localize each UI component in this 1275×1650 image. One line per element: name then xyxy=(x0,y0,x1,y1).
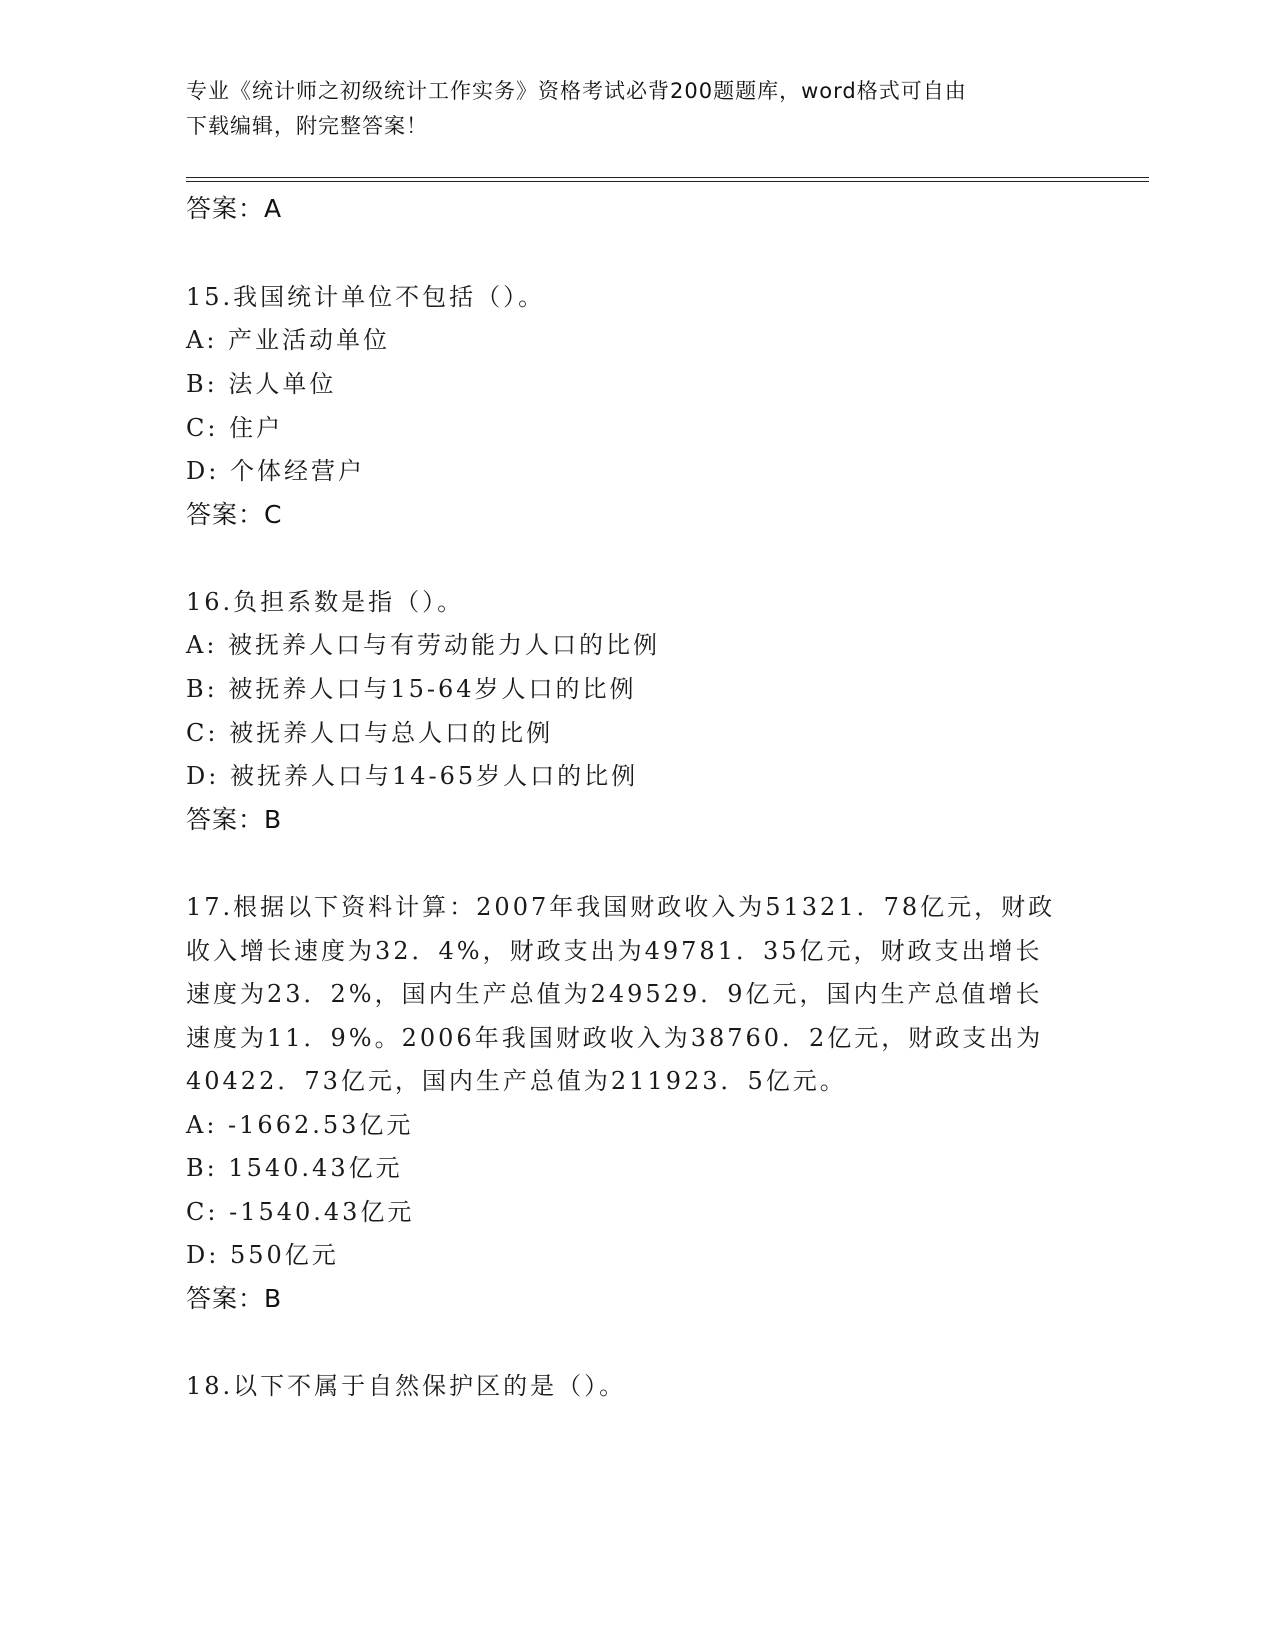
answer-q14: 答案：A xyxy=(186,194,283,223)
question-16-option-c: C: 被抚养人口与总人口的比例 xyxy=(186,719,554,747)
question-17-stem-line-1: 17.根据以下资料计算：2007年我国财政收入为51321．78亿元，财政 xyxy=(186,893,1056,921)
header-title-line-2: 下载编辑，附完整答案！ xyxy=(186,114,428,138)
question-16-stem: 16.负担系数是指（）。 xyxy=(186,588,465,616)
question-17-stem-line-4: 速度为11．9%。2006年我国财政收入为38760．2亿元，财政支出为 xyxy=(186,1024,1044,1052)
question-17-option-b: B: 1540.43亿元 xyxy=(186,1154,403,1182)
question-16-option-b: B: 被抚养人口与15-64岁人口的比例 xyxy=(186,675,637,703)
question-16-option-d: D: 被抚养人口与14-65岁人口的比例 xyxy=(186,762,639,790)
question-15-option-d: D: 个体经营户 xyxy=(186,457,365,485)
question-15-option-b: B: 法人单位 xyxy=(186,370,337,398)
question-18-stem: 18.以下不属于自然保护区的是（）。 xyxy=(186,1372,627,1400)
question-17-option-a: A: -1662.53亿元 xyxy=(186,1111,414,1139)
document-header xyxy=(186,74,1066,144)
question-15-option-c: C: 住户 xyxy=(186,414,284,442)
header-divider-top xyxy=(186,177,1149,178)
answer-q16: 答案：B xyxy=(186,805,283,834)
question-15-stem: 15.我国统计单位不包括（）。 xyxy=(186,283,546,311)
header-title-line-1: 专业《统计师之初级统计工作实务》资格考试必背200题题库，word格式可自由 xyxy=(186,79,967,103)
question-16-option-a: A: 被抚养人口与有劳动能力人口的比例 xyxy=(186,631,661,659)
question-15-option-a: A: 产业活动单位 xyxy=(186,326,391,354)
question-17-stem-line-5: 40422．73亿元，国内生产总值为211923．5亿元。 xyxy=(186,1067,847,1095)
question-17-stem-line-3: 速度为23．2%，国内生产总值为249529．9亿元，国内生产总值增长 xyxy=(186,980,1043,1008)
question-17-stem-line-2: 收入增长速度为32．4%，财政支出为49781．35亿元，财政支出增长 xyxy=(186,937,1043,965)
question-17-option-d: D: 550亿元 xyxy=(186,1241,339,1269)
question-17-option-c: C: -1540.43亿元 xyxy=(186,1198,415,1226)
answer-q15: 答案：C xyxy=(186,500,283,529)
answer-q17: 答案：B xyxy=(186,1284,283,1313)
header-divider-bottom xyxy=(186,181,1149,182)
